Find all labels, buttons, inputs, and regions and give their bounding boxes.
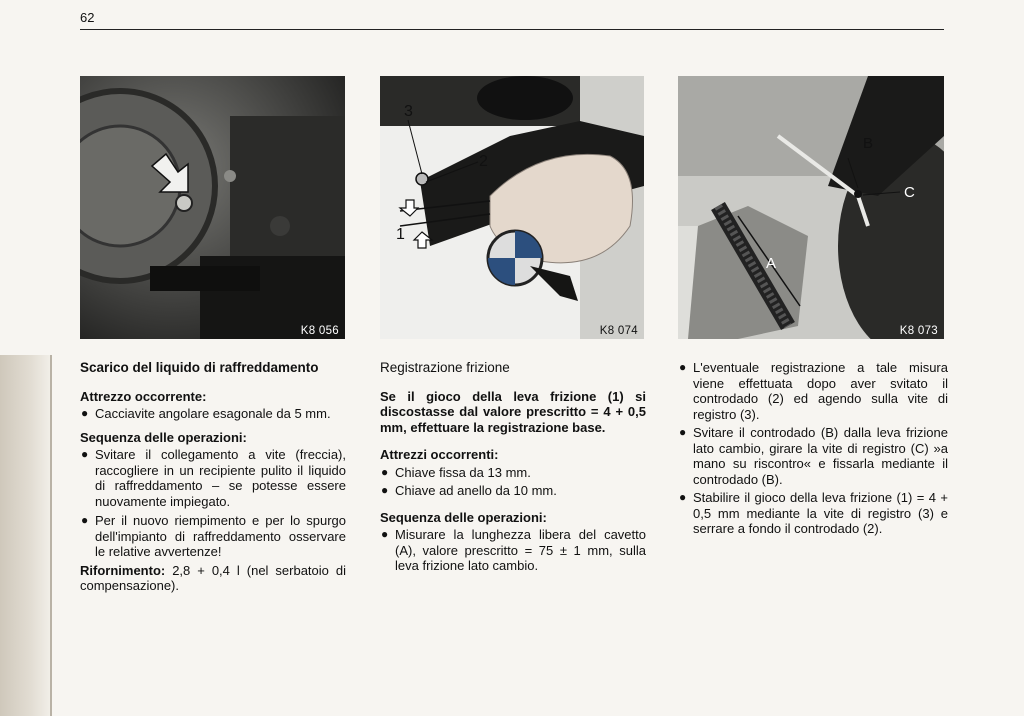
- list-item: ● Chiave ad anello da 10 mm.: [381, 483, 557, 498]
- list-item: ● Cacciavite angolare esagonale da 5 mm.: [81, 406, 331, 421]
- engine-photo-illustration: [80, 76, 345, 339]
- list-item: ● L'eventuale registrazione a tale misura viene effettuata dopo aver svitato il controdado (2) ed agendo sulla vite di registro (3).: [679, 360, 948, 422]
- binding-edge: [0, 355, 52, 716]
- callout-3: 3: [404, 103, 413, 120]
- photo-clutch-cable: [678, 76, 944, 339]
- refill-note: Rifornimento: 2,8 + 0,4 l (nel serbatoio di compensazione).: [80, 562, 346, 593]
- callout-2: 2: [479, 153, 488, 170]
- bullet-icon: ●: [81, 513, 89, 527]
- list-item: ● Misurare la lunghezza libera del cavetto (A), valore prescritto = 75 ± 1 mm, sulla leva frizione lato cambio.: [381, 527, 646, 573]
- column-clutch-adjustment-cont: [678, 360, 948, 537]
- callout-1: 1: [396, 226, 405, 243]
- list-item: ● Svitare il controdado (B) dalla leva frizione lato cambio, girare la vite di registro (C) »a mano su riscontro« e fissarla mediante il controdado (B).: [679, 425, 948, 487]
- intro-text: Se il gioco della leva frizione (1) si discostasse dal valore prescritto = 4 + 0,5 mm, effettuare la registrazione base.: [380, 388, 646, 435]
- bullet-icon: ●: [381, 527, 389, 541]
- bullet-icon: ●: [81, 406, 89, 420]
- bullet-icon: ●: [381, 483, 389, 497]
- sequence-heading: Sequenza delle operazioni:: [380, 509, 547, 525]
- tools-heading: Attrezzi occorrenti:: [380, 447, 499, 462]
- list-item: ● Stabilire il gioco della leva frizione (1) = 4 + 0,5 mm mediante la vite di registro (3) e serrare a fondo il controdado (2).: [679, 490, 948, 536]
- callout-a: A: [766, 255, 777, 272]
- clutch-lever-photo-illustration: [380, 76, 644, 339]
- photo-clutch-lever: [380, 76, 644, 339]
- page-number: 62: [80, 10, 95, 25]
- bullet-icon: ●: [381, 464, 389, 479]
- sequence-heading: Sequenza delle operazioni:: [80, 429, 247, 445]
- photo-code: K8 056: [300, 325, 339, 337]
- bullet-icon: ●: [679, 360, 687, 374]
- callout-c: C: [904, 184, 915, 201]
- photo-code: K8 074: [599, 325, 638, 337]
- bullet-icon: ●: [679, 425, 687, 439]
- column-clutch-adjustment: [380, 360, 646, 574]
- photo-drain-screw: [80, 76, 345, 339]
- header-rule: [80, 29, 944, 30]
- tools-heading: Attrezzo occorrente:: [80, 388, 207, 404]
- bullet-icon: ●: [679, 490, 687, 504]
- clutch-cable-photo-illustration: [678, 76, 944, 339]
- column-coolant-drain: [80, 360, 346, 594]
- list-item: ● Chiave fissa da 13 mm.: [381, 464, 531, 480]
- section-title: Registrazione frizione: [380, 360, 510, 375]
- callout-b: B: [863, 135, 874, 152]
- list-item: ● Svitare il collegamento a vite (freccia), raccogliere in un recipiente pulito il liquido di raffreddamento – se potesse essere nuovamente impiegato.: [81, 447, 346, 509]
- list-item: ● Per il nuovo riempimento e per lo spurgo dell'impianto di raffreddamento osservare le relative avvertenze!: [81, 513, 346, 559]
- section-title: Scarico del liquido di raffreddamento: [80, 360, 319, 375]
- bullet-icon: ●: [81, 447, 89, 461]
- photo-code: K8 073: [899, 325, 938, 337]
